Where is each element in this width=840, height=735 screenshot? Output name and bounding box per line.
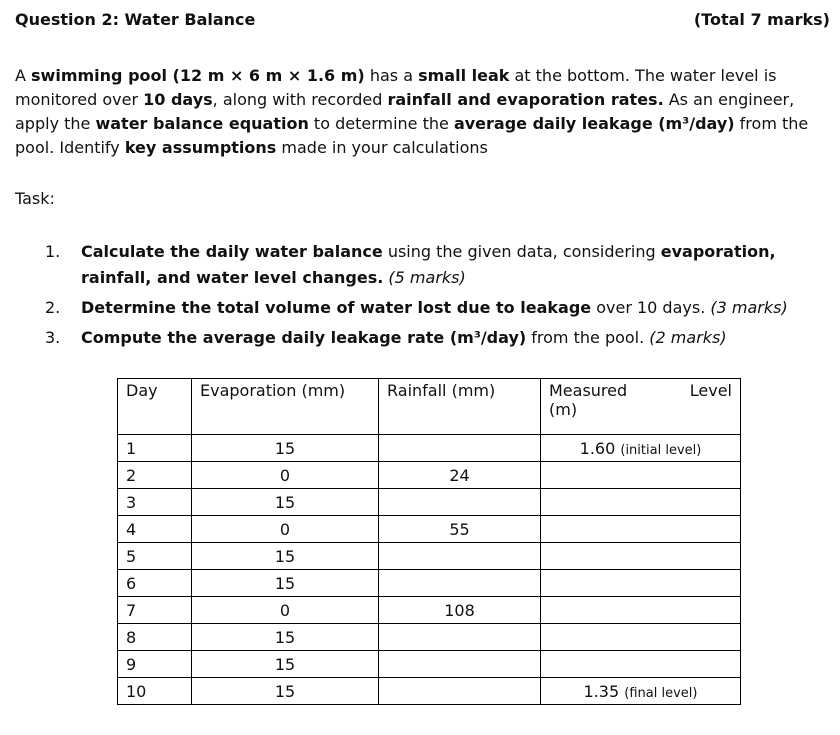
cell-level [541,543,741,570]
table-row [118,624,741,651]
cell-evaporation: 0 [192,597,379,624]
cell-rainfall [379,543,541,570]
table-row [118,543,741,570]
cell-day: 2 [118,462,192,489]
header-evaporation: Evaporation (mm) [192,379,379,435]
cell-rainfall: 108 [379,597,541,624]
table-row [118,435,741,462]
table-row [118,516,741,543]
question-title: Question 2: Water Balance [15,10,256,29]
pool-dimensions: swimming pool (12 m × 6 m × 1.6 m) [31,66,365,85]
table-header-row [118,379,741,435]
task-item: 2. Determine the total volume of water lost due to leakage over 10 days. (3 marks) [45,298,788,317]
cell-day: 1 [118,435,192,462]
cell-level [541,516,741,543]
table-row [118,651,741,678]
cell-evaporation: 15 [192,678,379,705]
cell-rainfall [379,570,541,597]
cell-level [541,624,741,651]
cell-day: 7 [118,597,192,624]
cell-evaporation: 15 [192,624,379,651]
cell-rainfall [379,651,541,678]
cell-rainfall [379,678,541,705]
cell-evaporation: 15 [192,435,379,462]
cell-evaporation: 15 [192,570,379,597]
cell-evaporation: 0 [192,516,379,543]
cell-level [541,570,741,597]
cell-rainfall [379,489,541,516]
cell-rainfall: 55 [379,516,541,543]
cell-evaporation: 0 [192,462,379,489]
cell-level [541,651,741,678]
table-row [118,597,741,624]
cell-rainfall [379,435,541,462]
cell-day: 5 [118,543,192,570]
cell-day: 3 [118,489,192,516]
cell-level: 1.35 (final level) [541,678,741,705]
task-item: 1. Calculate the daily water balance using the given data, considering evaporation, rainfall, and water level changes. (5 marks) [45,242,776,287]
task-item: 3. Compute the average daily leakage rate (m³/day) from the pool. (2 marks) [45,328,727,347]
cell-rainfall: 24 [379,462,541,489]
cell-evaporation: 15 [192,651,379,678]
header-day: Day [118,379,192,435]
cell-day: 9 [118,651,192,678]
cell-day: 6 [118,570,192,597]
header-measured-level: Measured Level (m) [541,379,741,435]
table-row [118,489,741,516]
header-rainfall: Rainfall (mm) [379,379,541,435]
cell-level: 1.60 (initial level) [541,435,741,462]
cell-level [541,597,741,624]
cell-evaporation: 15 [192,489,379,516]
cell-day: 10 [118,678,192,705]
task-label: Task: [15,189,55,208]
cell-evaporation: 15 [192,543,379,570]
cell-day: 4 [118,516,192,543]
cell-level [541,489,741,516]
table-row [118,462,741,489]
question-header [15,10,830,34]
cell-level [541,462,741,489]
cell-day: 8 [118,624,192,651]
task-list [45,239,825,355]
water-balance-table [117,378,741,705]
table-row [118,570,741,597]
cell-rainfall [379,624,541,651]
table-row [118,678,741,705]
problem-statement: A swimming pool (12 m × 6 m × 1.6 m) has a small leak at the bottom. The water level is monitored over 10 days, along with recorded rainfall and evaporation rates. As an engineer, apply the water balance equation to determine the average daily leakage (m³/day) from the pool. Identify key assumptions made in your calculations [15,66,809,157]
total-marks: (Total 7 marks) [693,10,830,29]
